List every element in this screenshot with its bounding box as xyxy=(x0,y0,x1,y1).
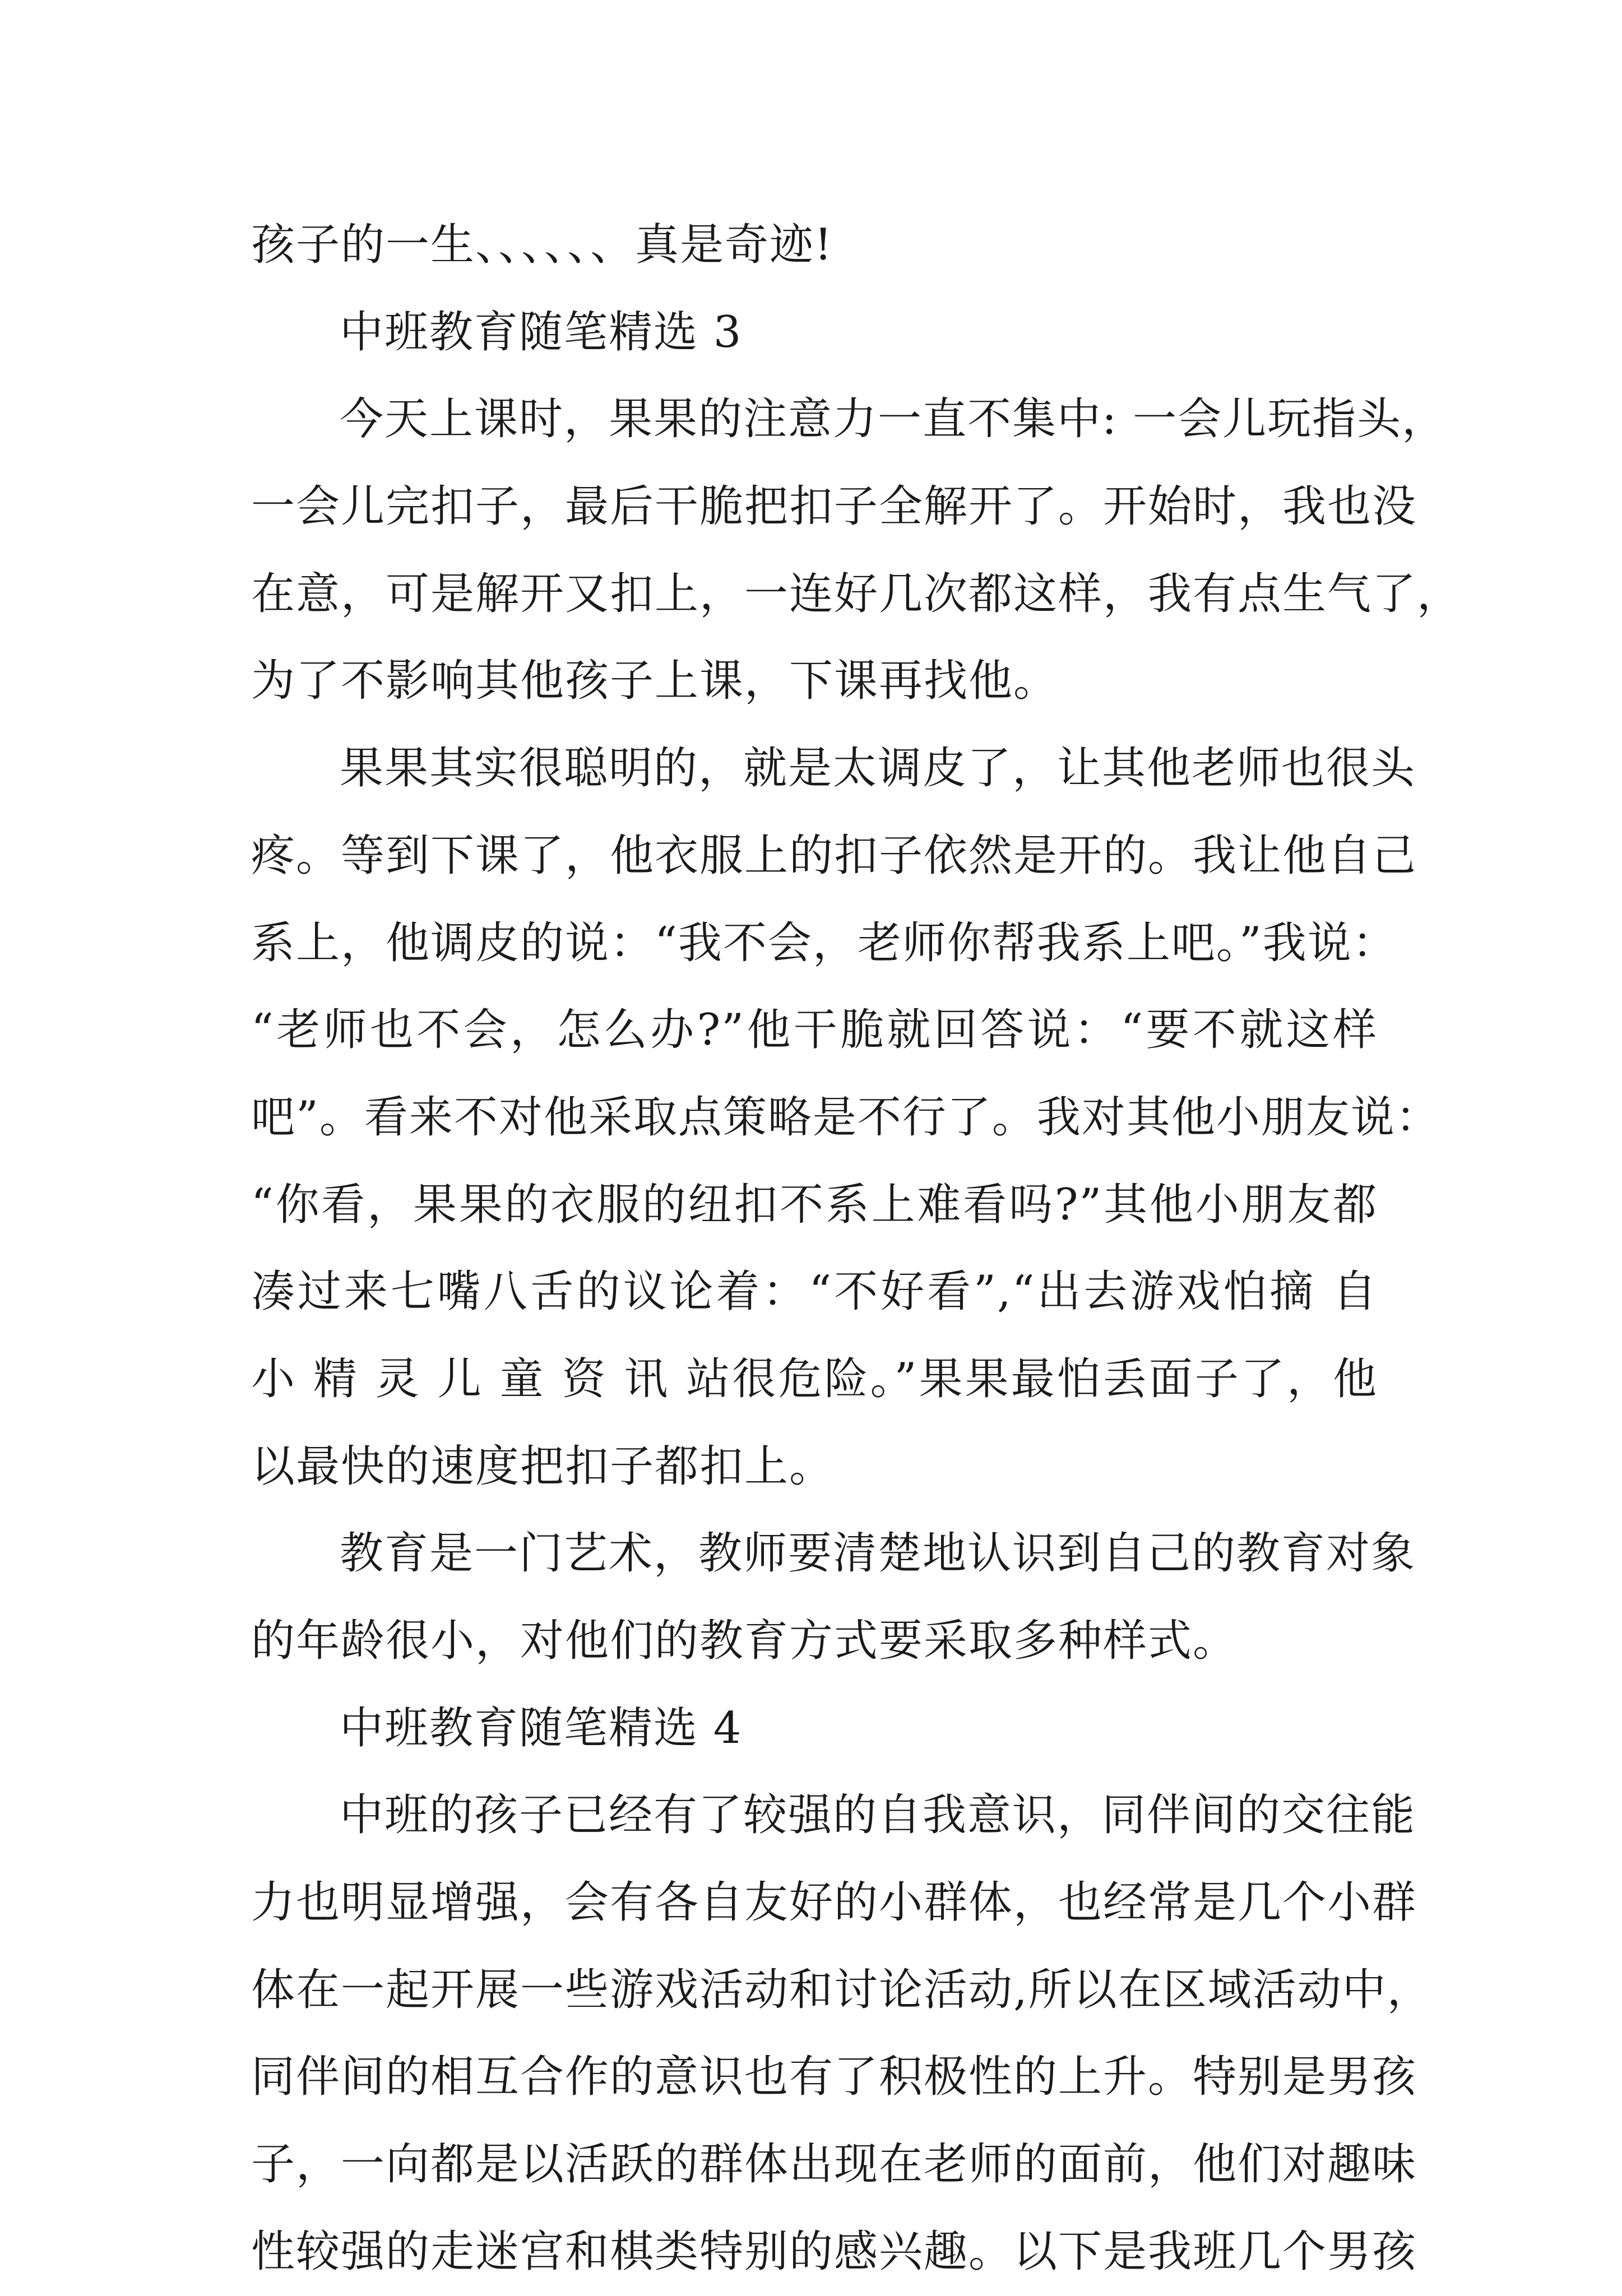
text-line: 中班的孩子已经有了较强的自我意识，同伴间的交往能 xyxy=(340,1790,1416,1841)
text-line: 同伴间的相互合作的意识也有了积极性的上升。特别是男孩 xyxy=(251,2052,1417,2103)
text-line: 孩子的一生、、、、、、真是奇迹! xyxy=(251,220,833,270)
text-line: 凑过来七嘴八舌的议论着：“不好看”,“出去游戏怕摘 自 xyxy=(251,1267,1378,1318)
text-line: 吧”。看来不对他采取点策略是不行了。我对其他小朋友说： xyxy=(251,1092,1440,1143)
text-line: 小 精 灵 儿 童 资 讯 站很危险。”果果最怕丢面子了，他 xyxy=(251,1353,1378,1404)
section-heading: 中班教育随笔精选 4 xyxy=(340,1703,743,1754)
text-line: 性较强的走迷宫和棋类特别的感兴趣。以下是我班几个男孩 xyxy=(251,2226,1417,2277)
text-line: 力也明显增强，会有各自友好的小群体，也经常是几个小群 xyxy=(251,1877,1417,1928)
text-line: 以最快的速度把扣子都扣上。 xyxy=(251,1441,835,1492)
text-line: 教育是一门艺术，教师要清楚地认识到自己的教育对象 xyxy=(340,1528,1416,1579)
text-line: 在意，可是解开又扣上，一连好几次都这样，我有点生气了， xyxy=(251,568,1462,619)
text-line: “你看，果果的衣服的纽扣不系上难看吗?”其他小朋友都 xyxy=(251,1179,1378,1230)
section-heading: 中班教育随笔精选 3 xyxy=(340,307,743,358)
text-line: 子，一向都是以活跃的群体出现在老师的面前，他们对趣味 xyxy=(251,2139,1417,2190)
text-line: 一会儿完扣子，最后干脆把扣子全解开了。开始时，我也没 xyxy=(251,481,1417,532)
text-line: 疼。等到下课了，他衣服上的扣子依然是开的。我让他自己 xyxy=(251,830,1417,881)
document-page xyxy=(251,202,1462,2296)
text-line: 今天上课时，果果的注意力一直不集中: 一会儿玩指头， xyxy=(340,394,1447,445)
text-line: 的年龄很小，对他们的教育方式要采取多种样式。 xyxy=(251,1616,1238,1666)
text-line: 体在一起开展一些游戏活动和讨论活动,所以在区域活动中， xyxy=(251,1964,1432,2015)
text-line: 果果其实很聪明的，就是太调皮了，让其他老师也很头 xyxy=(340,743,1416,794)
text-line: 为了不影响其他孩子上课，下课再找他。 xyxy=(251,656,1059,707)
text-line: “老师也不会，怎么办?”他干脆就回答说：“要不就这样 xyxy=(251,1005,1378,1056)
text-line: 系上，他调皮的说：“我不会，老师你帮我系上吧。”我说： xyxy=(251,917,1397,968)
